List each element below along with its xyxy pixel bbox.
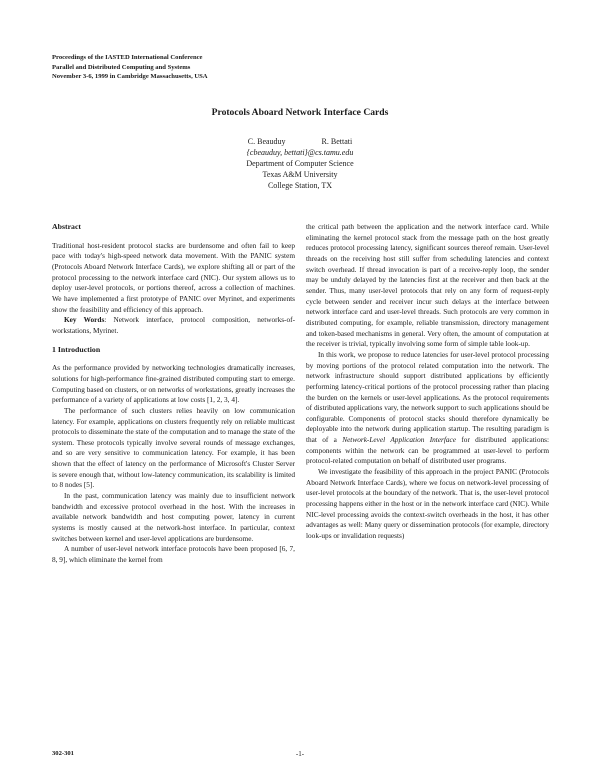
intro-paragraph-3: In the past, communication latency was mainly due to insufficient network bandwidth and excessive protocol overhead in the host. With the increases in available network bandwidth and host computing power, latency in current systems is mostly caused at the network-host interface. In particular, context switches between kernel and user-level applications are burdensome.: [52, 491, 295, 543]
proceedings-line-1: Proceedings of the IASTED International Conference: [52, 54, 203, 61]
paper-title: Protocols Aboard Network Interface Cards: [211, 107, 389, 118]
intro-paragraph-4-continued: the critical path between the application and the network interface card. While eliminating the kernel protocol stack from the message path on the host greatly reduces protocol processing latency, significant sources thereof remain. User-level threads on the receiving host still suffer from scheduling latencies and context switch overhead. If thread invocation is part of a receive-reply loop, the sender may be unduly delayed by the latencies first at the receiver and then back at the sender. Thus, many user-level protocols that rely on any form of request-reply cycle between sender and receiver incur such delays at the interface between network interface card and user-level threads. Such protocols are very common in distributed computing, for example, reliable transmission, directory management and token-based mechanisms in general. Very often, the amount of computation at the receiver is trivial, typically involving some form of simple table look-up.: [306, 222, 549, 349]
proceedings-line-2: Parallel and Distributed Computing and Systems: [52, 63, 191, 71]
intro-paragraph-5-part-b: for distributed applications: components within the network can be programmed at user-level to perform protocol-related computation on behalf of distributed user programs.: [306, 435, 549, 466]
page-number: -1-: [295, 750, 305, 758]
proceedings-header: [52, 53, 208, 82]
intro-paragraph-1: As the performance provided by networking technologies dramatically increases, solutions for high-performance fine-grained distributed computing start to emerge. Computing based on clusters, or on networks of workstations, greatly increases the performance of a variety of applications at low costs [1, 2, 3, 4].: [52, 363, 295, 405]
author-email: {cbeauduy, bettati}@cs.tamu.edu: [246, 148, 354, 157]
left-column: [52, 222, 295, 566]
proceedings-line-3: November 3-6, 1999 in Cambridge Massachusetts, USA: [52, 73, 208, 81]
keywords-paragraph: [52, 315, 295, 336]
keywords-text: : Network interface, protocol composition, networks-of-workstations, Myrinet.: [52, 315, 295, 335]
author-1: C. Beauduy: [247, 137, 286, 146]
intro-paragraph-6: We investigate the feasibility of this approach in the project PANIC (Protocols Aboard Network Interface Cards), where we focus on network-level processing of user-level protocols at the boundary of the network. That is, the user-level protocol processing happens either in the host or in the network interface card (NIC). While NIC-level processing avoids the context-switch overheads in the host, it has other advantages as well: Many query or dissemination protocols (for example, directory look-ups or invalidation requests): [306, 467, 549, 541]
author-names: [0, 136, 600, 147]
author-block: [0, 136, 600, 191]
author-university: Texas A&M University: [262, 170, 338, 179]
footer-paper-code: 302-301: [52, 750, 74, 757]
intro-paragraph-2: The performance of such clusters relies heavily on low communication latency. For example, applications on clusters frequently rely on reliable multicast protocols to disseminate the state of the computation and to manage the state of the system. These protocols typically involve several rounds of message exchanges, and so are very sensitive to communication latency. For example, it has been shown that the effect of latency on the performance of Microsoft's Cluster Server is severe enough that, without low-latency communication, its scalability is limited to 8 nodes [5].: [52, 405, 295, 490]
network-level-application-interface-term: Network-Level Application Interface: [342, 435, 457, 445]
author-2: R. Bettati: [321, 137, 353, 146]
abstract-heading: Abstract: [52, 222, 82, 231]
author-city: College Station, TX: [267, 181, 333, 190]
right-column: [306, 222, 549, 542]
abstract-body: Traditional host-resident protocol stacks are burdensome and often fail to keep pace with today's high-speed network data movement. With the PANIC system (Protocols Aboard Network Interface Cards), we explore shifting all or part of the protocol processing to the network interface card (NIC). Our system allows us to deploy user-level protocols, or portions thereof, across a collection of machines. We have implemented a first prototype of PANIC over Myrinet, and experiments show the feasibility and efficiency of this approach.: [52, 240, 295, 314]
intro-paragraph-5-part-a: In this work, we propose to reduce latencies for user-level protocol processing by moving portions of the protocol related computation into the network. The network infrastructure should support distributed applications by efficiently performing latency-critical portions of the protocol processing rather than placing the burden on the kernels or user-level applications. As the protocol requirements of distributed applications vary, the network support to such applications should be configurable. Components of protocol stacks should therefore dynamically be deployable into the network during application startup. The resulting paradigm is that of a: [306, 349, 549, 445]
introduction-heading: 1 Introduction: [52, 344, 101, 354]
author-department: Department of Computer Science: [246, 159, 354, 168]
keywords-label: Key Words: [64, 315, 105, 325]
intro-paragraph-5: [306, 350, 549, 467]
intro-paragraph-4: A number of user-level network interface protocols have been proposed [6, 7, 8, 9], which eliminate the kernel from: [52, 544, 295, 565]
